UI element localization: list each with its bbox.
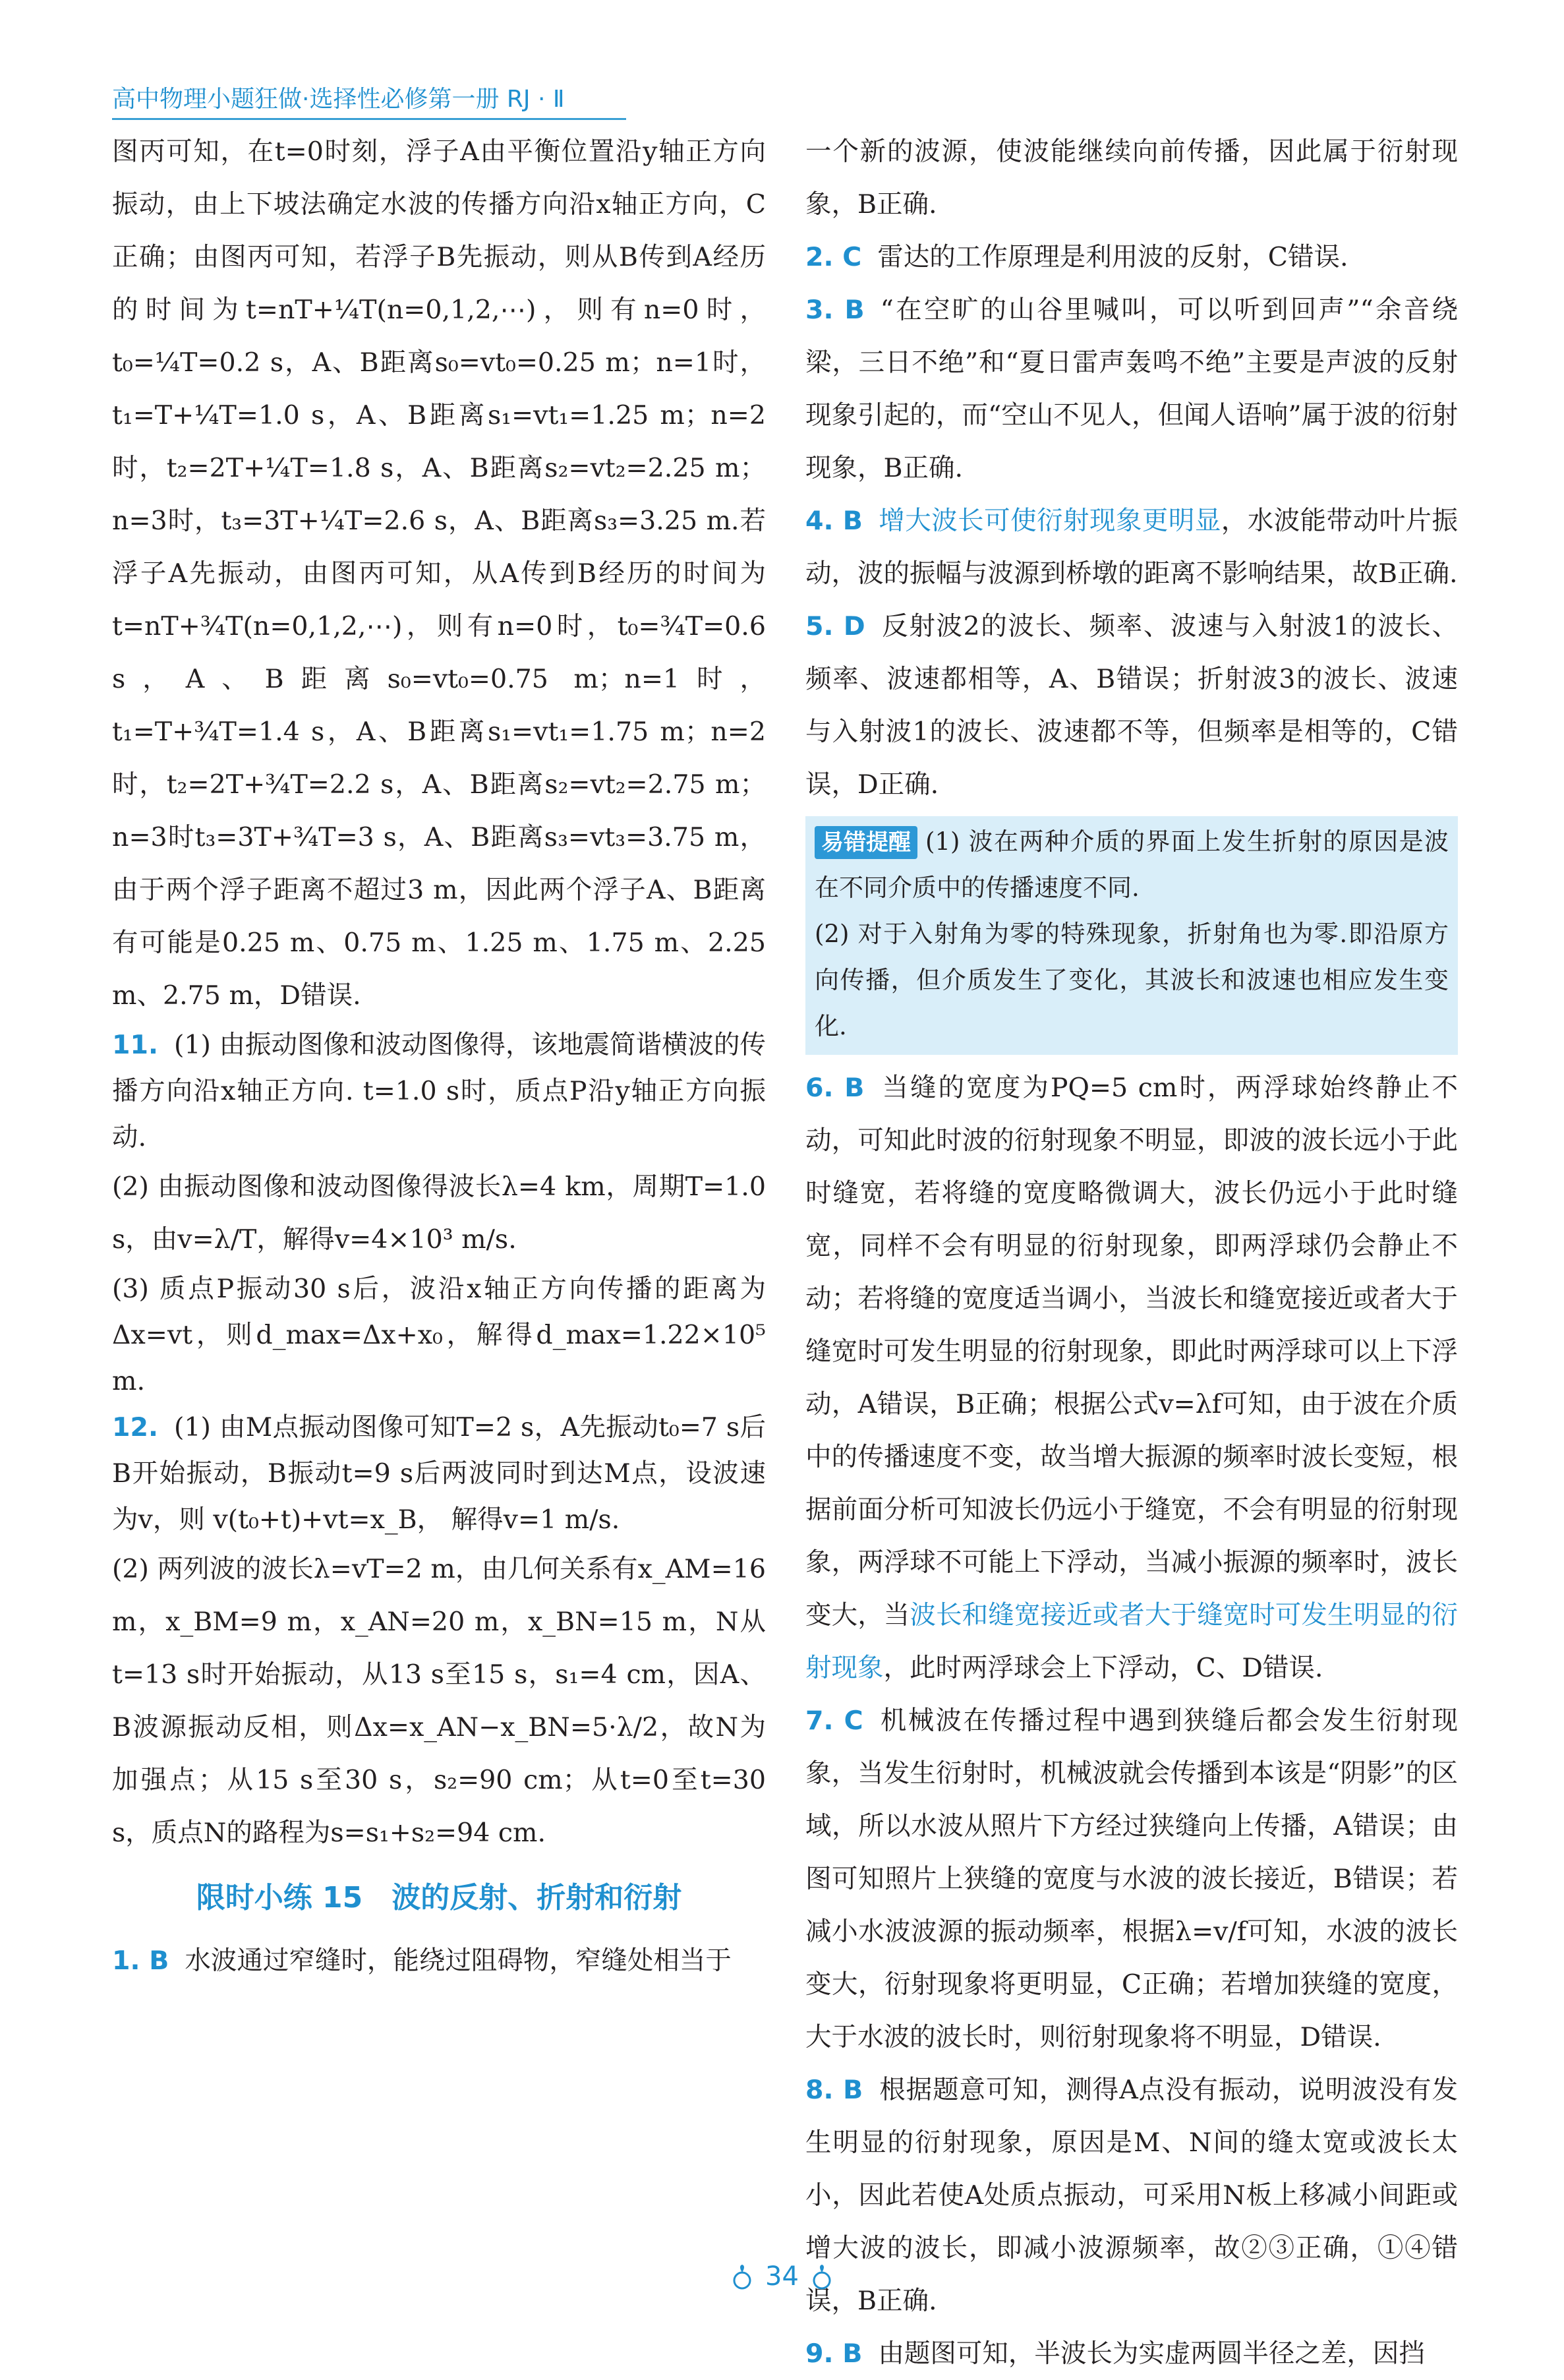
q10-continuation: 图丙可知，在t=0时刻，浮子A由平衡位置沿y轴正方向振动，由上下坡法确定水波的传播方向沿x轴正方向，C正确；由图丙可知，若浮子B先振动，则从B传到A经历的时间为t=nT+¼T(n=0,1,2,⋯)，则有n=0时，t₀=¼T=0.2 s，A、B距离s₀=vt₀=0.25 m；n=1时，t₁=T+¼T=1.0 s，A、B距离s₁=vt₁=1.25 m；n=2时，t₂=2T+¼T=1.8 s，A、B距离s₂=vt₂=2.25 m；n=3时，t₃=3T+¼T=2.6 s，A、B距离s₃=3.25 m.若浮子A先振动，由图丙可知，从A传到B经历的时间为t=nT+¾T(n=0,1,2,⋯)，则有n=0时，t₀=¾T=0.6 s，A、B距离s₀=vt₀=0.75 m；n=1时，t₁=T+¾T=1.4 s，A、B距离s₁=vt₁=1.75 m；n=2时，t₂=2T+¾T=2.2 s，A、B距离s₂=vt₂=2.75 m；n=3时t₃=3T+¾T=3 s，A、B距离s₃=vt₃=3.75 m，由于两个浮子距离不超过3 m，因此两个浮子A、B距离有可能是0.25 m、0.75 m、1.25 m、1.75 m、2.25 m、2.75 m，D错误.: [112, 136, 766, 1011]
page-footer: [0, 2261, 1564, 2292]
answer-number: 5. D: [805, 611, 865, 641]
answer-5-text: 反射波2的波长、频率、波速与入射波1的波长、频率、波速都相等，A、B错误；折射波3的波长、波速与入射波1的波长、波速都不等，但频率是相等的，C错误，D正确.: [805, 611, 1459, 800]
answer-2: [805, 231, 1458, 283]
answer-number: 12.: [112, 1412, 158, 1443]
right-column: [805, 125, 1458, 2380]
error-tip-box: [805, 816, 1458, 1055]
error-tip-1-text: (1) 波在两种介质的界面上发生折射的原因是波在不同介质中的传播速度不同.: [815, 827, 1449, 902]
answer-number: 4. B: [805, 506, 863, 536]
answer-1: [112, 1934, 766, 1987]
answer-11: [112, 1022, 766, 1160]
answer-1-continuation: 一个新的波源，使波能继续向前传播，因此属于衍射现象，B正确.: [805, 136, 1458, 220]
answer-11-part2: (2) 由振动图像和波动图像得波长λ=4 km，周期T=1.0 s，由v=λ/T，解得v=4×10³ m/s.: [112, 1172, 766, 1255]
leaf-ornament-left-icon: [728, 2265, 757, 2291]
answer-11-part1: (1) 由振动图像和波动图像得，该地震简谐横波的传播方向沿x轴正方向. t=1.0 s时，质点P沿y轴正方向振动.: [112, 1030, 766, 1152]
leaf-ornament-right-icon: [807, 2265, 836, 2291]
answer-6-text: 当缝的宽度为PQ=5 cm时，两浮球始终静止不动，可知此时波的衍射现象不明显，即波的波长远小于此时缝宽，若将缝的宽度略微调大，波长仍远小于此时缝宽，同样不会有明显的衍射现象，即两浮球仍会静止不动；若将缝的宽度适当调小，当波长和缝宽接近或者大于缝宽时可发生明显的衍射现象，即此时两浮球可以上下浮动，A错误，B正确；根据公式v=λf可知，由于波在介质中的传播速度不变，故当增大振源的频率时波长变短，根据前面分析可知波长仍远小于缝宽，不会有明显的衍射现象，两浮球不可能上下浮动，当减小振源的频率时，波长变大，当: [805, 1073, 1458, 1630]
answer-11-part3: (3) 质点P振动30 s后，波沿x轴正方向传播的距离为Δx=vt，则d_max=Δx+x₀，解得d_max=1.22×10⁵ m.: [112, 1274, 766, 1396]
answer-7: [805, 1694, 1458, 2064]
answer-number: 8. B: [805, 2075, 863, 2105]
answer-12-part2: (2) 两列波的波长λ=vT=2 m，由几何关系有x_AM=16 m，x_BM=9 m，x_AN=20 m，x_BN=15 m，N从t=13 s时开始振动，从13 s至15 s，s₁=4 cm，因A、B波源振动反相，则Δx=x_AN−x_BN=5·λ/2，故N为加强点；从15 s至30 s，s₂=90 cm；从t=0至t=30 s，质点N的路程为s=s₁+s₂=94 cm.: [112, 1554, 766, 1848]
answer-12-part1: (1) 由M点振动图像可知T=2 s，A先振动t₀=7 s后B开始振动，B振动t=9 s后两波同时到达M点，设波速为v，则 v(t₀+t)+vt=x_B， 解得v=1 m/s.: [112, 1412, 766, 1535]
answer-5: [805, 600, 1458, 811]
running-header: 高中物理小题狂做·选择性必修第一册 RJ · Ⅱ: [112, 80, 626, 120]
answer-number: 2. C: [805, 242, 862, 272]
answer-1-text: 水波通过窄缝时，能绕过阻碍物，窄缝处相当于: [185, 1946, 732, 1976]
answer-8-text: 根据题意可知，测得A点没有振动，说明波没有发生明显的衍射现象，原因是M、N间的缝太宽或波长太小，因此若使A处质点振动，可采用N板上移减小间距或增大波的波长，即减小波源频率，故②③正确，①④错误，B正确.: [805, 2075, 1458, 2316]
error-tip-2: (2) 对于入射角为零的特殊现象，折射角也为零.即沿原方向传播，但介质发生了变化，其波长和波速也相应发生变化.: [815, 920, 1449, 1040]
answer-3-text: “在空旷的山谷里喊叫，可以听到回声”“余音绕梁，三日不绝”和“夏日雷声轰鸣不绝”主要是声波的反射现象引起的，而“空山不见人，但闻人语响”属于波的衍射现象，B正确.: [805, 295, 1458, 483]
section-title: 限时小练 15 波的反射、折射和衍射: [196, 1881, 682, 1915]
answer-number: 11.: [112, 1030, 158, 1060]
answer-number: 7. C: [805, 1706, 863, 1736]
answer-number: 9. B: [805, 2338, 863, 2369]
answer-number: 3. B: [805, 295, 865, 325]
error-tip-label: 易错提醒: [815, 826, 917, 859]
left-column: [112, 125, 766, 1987]
answer-7-text: 机械波在传播过程中遇到狭缝后都会发生衍射现象，当发生衍射时，机械波就会传播到本该是“阴影”的区域，所以水波从照片下方经过狭缝向上传播，A错误；由图可知照片上狭缝的宽度与水波的波长接近，B错误；若减小水波波源的振动频率，根据λ=v/f可知，水波的波长变大，衍射现象将更明显，C正确；若增加狭缝的宽度，大于水波的波长时，则衍射现象将不明显，D错误.: [805, 1706, 1458, 2052]
answer-2-text: 雷达的工作原理是利用波的反射，C错误.: [877, 242, 1348, 272]
highlight-text: 波长和缝宽接近或者大于缝宽时可发生明显的衍射现象: [805, 1600, 1459, 1683]
answer-6-text-end: ，此时两浮球会上下浮动，C、D错误.: [883, 1653, 1323, 1683]
answer-3: [805, 283, 1458, 494]
error-tip-1: [815, 819, 1449, 911]
answer-9: [805, 2327, 1458, 2380]
answer-12: [112, 1404, 766, 1543]
answer-number: 1. B: [112, 1946, 169, 1976]
highlight-text: 增大波长可使衍射现象更明显: [878, 506, 1221, 536]
answer-number: 6. B: [805, 1073, 865, 1103]
page-number: 34: [765, 2261, 799, 2292]
answer-4: [805, 494, 1458, 600]
answer-9-text: 由题图可知，半波长为实虚两圆半径之差，因挡: [878, 2338, 1425, 2369]
answer-4-text: ，水波能带动叶片振动，波的振幅与波源到桥墩的距离不影响结果，故B正确.: [805, 506, 1458, 589]
answer-6: [805, 1061, 1458, 1694]
